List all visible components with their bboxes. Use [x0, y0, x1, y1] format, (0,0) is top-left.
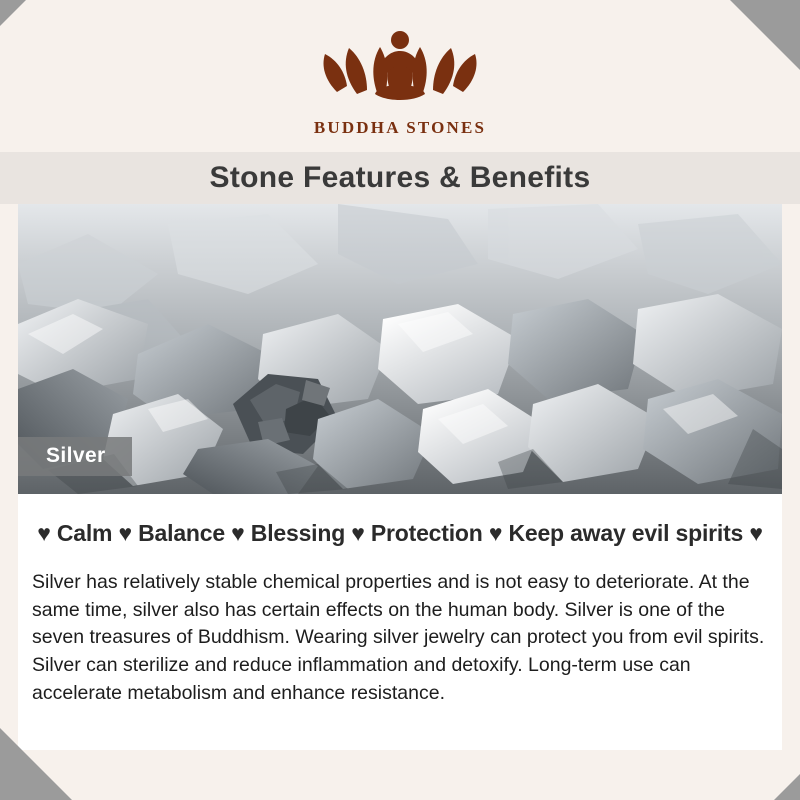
benefit-keywords: ♥ Calm ♥ Balance ♥ Blessing ♥ Protection ♥ Keep away evil spirits ♥	[37, 520, 763, 546]
brand-header	[0, 0, 800, 138]
corner-decoration-bottom-right	[774, 774, 800, 800]
hero-image	[18, 204, 782, 494]
silver-ore-rocks-illustration	[18, 204, 782, 494]
title-band	[0, 152, 800, 204]
hero-caption: Silver	[18, 437, 132, 476]
content-panel	[18, 494, 782, 750]
corner-decoration-bottom-left	[0, 728, 72, 800]
page-title: Stone Features & Benefits	[209, 161, 591, 194]
description-paragraph: Silver has relatively stable chemical properties and is not easy to deteriorate. At the same time, silver also has certain effects on the human body. Silver is one of the seven treasures of Buddhism. Wearing silver jewelry can protect you from evil spirits. Silver can sterilize and reduce inflammation and detoxify. Long-term use can accelerate metabolism and enhance resistance.	[32, 571, 765, 704]
brand-name: BUDDHA STONES	[313, 118, 487, 137]
lotus-meditation-icon	[315, 20, 485, 112]
